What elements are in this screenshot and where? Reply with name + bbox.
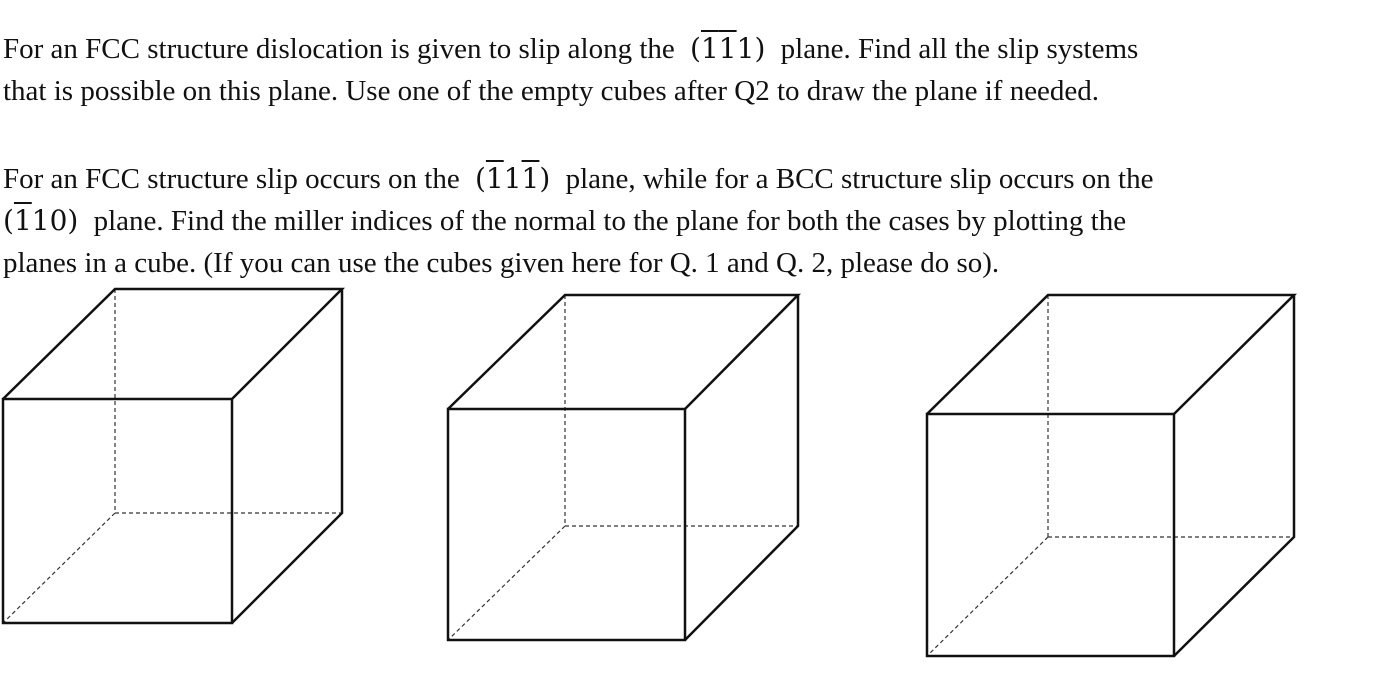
cube-3[interactable] <box>927 295 1294 656</box>
cube-3-top-face <box>927 295 1294 414</box>
cube-1-top-face <box>3 289 342 399</box>
question-1-text-start: For an FCC structure dislocation is given to slip along the <box>3 33 675 65</box>
cube-3-hidden-depth-edge <box>927 537 1048 656</box>
miller-index-plane-bar1-1-0: (110) <box>3 204 79 237</box>
cube-2-right-face <box>685 295 798 640</box>
question-2-text-middle: plane, while for a BCC structure slip occurs on the <box>565 163 1154 195</box>
cube-3-front-face <box>927 414 1174 656</box>
question-2-line-3: planes in a cube. (If you can use the cubes given here for Q. 1 and Q. 2, please do so). <box>3 247 1000 279</box>
cube-1[interactable] <box>3 289 342 623</box>
cube-1-hidden-depth-edge <box>3 513 115 623</box>
miller-index-plane-bar1-1-bar1: (111) <box>474 162 551 195</box>
cube-2-top-face <box>448 295 798 409</box>
cube-2-hidden-depth-edge <box>448 526 565 640</box>
cube-3-right-face <box>1174 295 1294 656</box>
question-1-text-end: plane. Find all the slip systems <box>780 33 1139 65</box>
miller-index-plane-bar1-bar1-1: (111) <box>690 32 766 65</box>
cube-1-right-face <box>232 289 342 623</box>
question-2-text-start: For an FCC structure slip occurs on the <box>3 163 460 195</box>
question-1-line-2: that is possible on this plane. Use one of the empty cubes after Q2 to draw the plane if needed. <box>3 75 1100 107</box>
question-2-text-line-2: plane. Find the miller indices of the normal to the plane for both the cases by plotting the <box>93 205 1127 237</box>
cube-2[interactable] <box>448 295 798 640</box>
